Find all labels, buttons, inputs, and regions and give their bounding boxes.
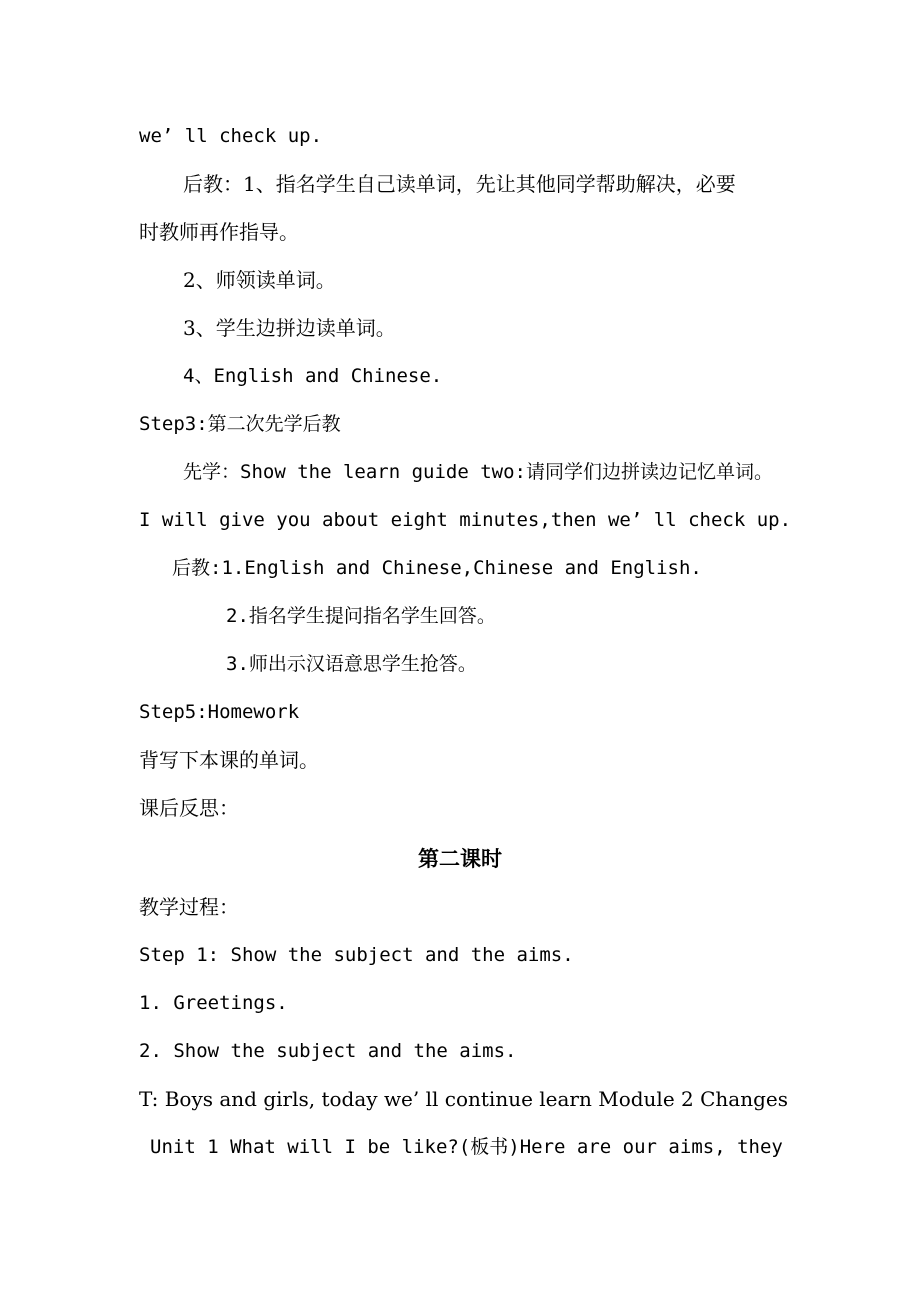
text-line: 2、师领读单词。	[183, 268, 336, 292]
text-line: 2. Show the subject and the aims.	[139, 1040, 517, 1062]
step-heading: Step 1: Show the subject and the aims.	[139, 944, 574, 966]
step-heading: Step5:Homework	[139, 701, 300, 723]
text-line: 3.师出示汉语意思学生抢答。	[226, 653, 477, 675]
text-line: 2.指名学生提问指名学生回答。	[226, 605, 496, 627]
text-line: T: Boys and girls, today we’ ll continue learn Module 2 Changes	[139, 1087, 788, 1111]
text-line: we’ ll check up.	[139, 125, 323, 147]
text-line: 时教师再作指导。	[139, 220, 299, 244]
text-line: Unit 1 What will I be like?(板书)Here are our aims, they	[150, 1136, 783, 1158]
text-line: 后教:1.English and Chinese,Chinese and English.	[172, 557, 702, 579]
section-title: 第二课时	[418, 847, 502, 871]
step-heading: Step3:第二次先学后教	[139, 413, 341, 435]
text-line: 后教：1、指名学生自己读单词，先让其他同学帮助解决，必要	[183, 172, 736, 196]
text-line: 背写下本课的单词。	[139, 748, 319, 772]
text-line: 3、学生边拼边读单词。	[183, 316, 396, 340]
text-line: 课后反思：	[139, 796, 239, 820]
text-line: 先学：Show the learn guide two:请同学们边拼读边记忆单词。	[183, 461, 773, 483]
text-line: I will give you about eight minutes,then we’ ll check up.	[139, 509, 792, 531]
text-line: 4、English and Chinese.	[183, 365, 443, 387]
text-line: 教学过程：	[139, 895, 239, 919]
text-line: 1. Greetings.	[139, 992, 288, 1014]
